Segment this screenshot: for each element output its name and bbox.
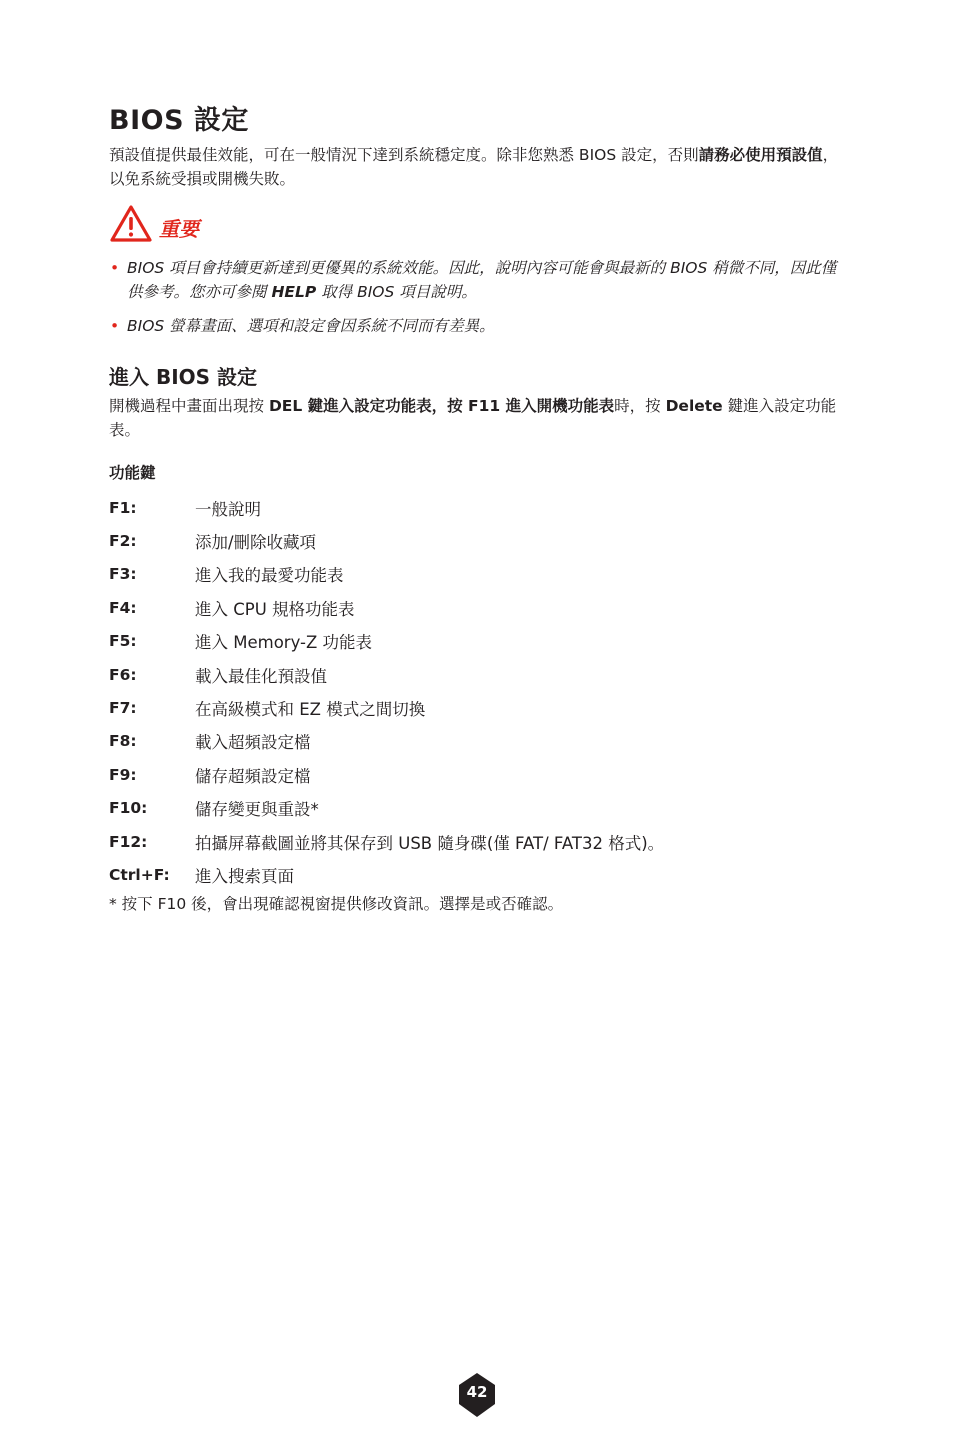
list-item: • BIOS 螢幕畫面、選項和設定會因系統不同而有差異。 [109, 314, 849, 338]
list-item [109, 691, 849, 724]
list-item [109, 658, 849, 691]
key-label: F8: [109, 732, 137, 751]
important-notes [109, 256, 849, 338]
key-description: 載入最佳化預設值 [195, 666, 327, 686]
key-description: 一般說明 [195, 499, 261, 519]
list-item [109, 524, 849, 557]
key-description: 在高級模式和 EZ 模式之間切換 [195, 700, 426, 720]
page-number: 42 [466, 1383, 488, 1401]
important-heading [109, 204, 199, 244]
enter-bios-heading: 進入 BIOS 設定 [109, 365, 258, 389]
key-description: 進入 Memory-Z 功能表 [195, 633, 373, 653]
key-label: F4: [109, 598, 137, 617]
list-item [109, 558, 849, 591]
key-description: 進入我的最愛功能表 [195, 566, 344, 586]
intro-paragraph: 預設值提供最佳效能，可在一般情況下達到系統穩定度。除非您熟悉 BIOS 設定，否則請務必使用預設值，以免系統受損或開機失敗。 [109, 146, 839, 188]
key-label: Ctrl+F: [109, 865, 170, 884]
list-item [109, 725, 849, 758]
key-label: F6: [109, 665, 137, 684]
key-label: F3: [109, 565, 137, 584]
key-description: 添加/刪除收藏項 [195, 533, 317, 553]
enter-bios-paragraph: 開機過程中畫面出現按 DEL 鍵進入設定功能表，按 F11 進入開機功能表時，按 Delete 鍵進入設定功能表。 [109, 397, 837, 439]
list-item [109, 825, 849, 858]
key-label: F7: [109, 699, 137, 718]
list-item [109, 858, 849, 891]
key-label: F12: [109, 832, 148, 851]
bullet-icon: • [110, 259, 120, 277]
list-item [109, 591, 849, 624]
key-description: 載入超頻設定檔 [195, 733, 311, 753]
key-label: F1: [109, 498, 137, 517]
list-item: • BIOS 項目會持續更新達到更優異的系統效能。因此，說明內容可能會與最新的 BIOS 稍微不同，因此僅供參考。您亦可參閱 HELP 取得 BIOS 項目說明。 [109, 256, 849, 304]
important-label: 重要 [159, 217, 199, 241]
intro-bold: 請務必使用預設值 [698, 146, 823, 164]
page-title: BIOS 設定 [109, 105, 249, 136]
key-label: F5: [109, 632, 137, 651]
footnote: * 按下 F10 後，會出現確認視窗提供修改資訊。選擇是或否確認。 [109, 895, 564, 913]
list-item [109, 792, 849, 825]
key-description: 進入搜索頁面 [195, 866, 294, 886]
key-label: F10: [109, 799, 148, 818]
key-description: 進入 CPU 規格功能表 [195, 599, 355, 619]
list-item [109, 491, 849, 524]
page-number-badge [458, 1372, 496, 1418]
function-keys-list [109, 491, 849, 892]
list-item [109, 758, 849, 791]
key-label: F2: [109, 532, 137, 551]
bullet-icon: • [110, 317, 120, 335]
key-description: 儲存超頻設定檔 [195, 766, 311, 786]
list-item [109, 625, 849, 658]
key-description: 拍攝屏幕截圖並將其保存到 USB 隨身碟(僅 FAT/ FAT32 格式)。 [195, 833, 665, 853]
warning-triangle-icon [109, 204, 153, 244]
key-label: F9: [109, 765, 137, 784]
function-keys-heading: 功能鍵 [109, 464, 156, 482]
key-description: 儲存變更與重設* [195, 800, 319, 820]
